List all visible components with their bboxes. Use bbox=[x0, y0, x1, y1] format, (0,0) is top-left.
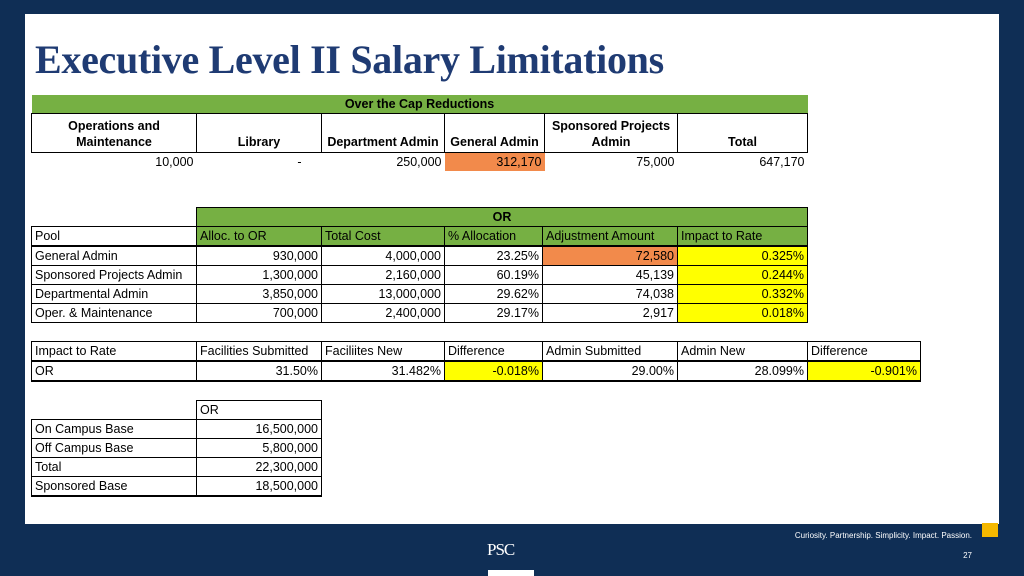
table-cell: General Admin bbox=[32, 246, 197, 266]
table-cell: 74,038 bbox=[543, 285, 678, 304]
group-header: OR bbox=[197, 208, 808, 227]
column-header: Library bbox=[197, 114, 322, 153]
table-cell: Departmental Admin bbox=[32, 285, 197, 304]
table-row bbox=[32, 361, 921, 381]
table-row bbox=[32, 304, 808, 323]
table-cell: Sponsored Base bbox=[32, 477, 197, 497]
base-table bbox=[31, 400, 322, 497]
accent-square bbox=[982, 523, 998, 537]
table-cell: On Campus Base bbox=[32, 420, 197, 439]
impact-table bbox=[31, 341, 921, 382]
table-cell: 0.325% bbox=[678, 246, 808, 266]
table-cell: 2,917 bbox=[543, 304, 678, 323]
table-cell: 312,170 bbox=[445, 153, 545, 172]
table-cell: 4,000,000 bbox=[322, 246, 445, 266]
table-row bbox=[32, 439, 322, 458]
allocation-table bbox=[31, 207, 808, 323]
column-header: Adjustment Amount bbox=[543, 227, 678, 247]
table-cell: 28.099% bbox=[678, 361, 808, 381]
page-title: Executive Level II Salary Limitations bbox=[35, 37, 664, 82]
table-cell: Sponsored Projects Admin bbox=[32, 266, 197, 285]
table-row bbox=[32, 266, 808, 285]
column-header: Difference bbox=[808, 342, 921, 362]
table-cell: 930,000 bbox=[197, 246, 322, 266]
table-cell: 0.244% bbox=[678, 266, 808, 285]
column-header: General Admin bbox=[445, 114, 545, 153]
table-cell: Total bbox=[32, 458, 197, 477]
table-cell: 5,800,000 bbox=[197, 439, 322, 458]
table-cell: -0.018% bbox=[445, 361, 543, 381]
table-cell: 75,000 bbox=[636, 155, 675, 169]
table-caption: Over the Cap Reductions bbox=[32, 95, 808, 114]
table-cell: 10,000 bbox=[155, 155, 194, 169]
page-number: 27 bbox=[963, 551, 972, 560]
table-cell: 60.19% bbox=[445, 266, 543, 285]
table-row bbox=[32, 420, 322, 439]
column-header: Total bbox=[678, 114, 808, 153]
table-row bbox=[32, 458, 322, 477]
table-cell: 22,300,000 bbox=[197, 458, 322, 477]
over-cap-table bbox=[31, 95, 808, 171]
table-cell: OR bbox=[32, 361, 197, 381]
column-header: Difference bbox=[445, 342, 543, 362]
table-cell: 0.018% bbox=[678, 304, 808, 323]
table-cell: 647,170 bbox=[759, 155, 805, 169]
table-cell: 29.62% bbox=[445, 285, 543, 304]
column-header: Pool bbox=[32, 227, 197, 247]
table-cell: -0.901% bbox=[808, 361, 921, 381]
column-header: Department Admin bbox=[322, 114, 445, 153]
table-cell: 29.17% bbox=[445, 304, 543, 323]
column-header: Sponsored Projects Admin bbox=[545, 114, 678, 153]
table-cell: 2,160,000 bbox=[322, 266, 445, 285]
logo-bar bbox=[488, 570, 534, 576]
column-header: Admin New bbox=[678, 342, 808, 362]
table-cell: 0.332% bbox=[678, 285, 808, 304]
table-cell: Oper. & Maintenance bbox=[32, 304, 197, 323]
table-cell: 250,000 bbox=[396, 155, 442, 169]
table-cell: 29.00% bbox=[543, 361, 678, 381]
column-header: Faciliites New bbox=[322, 342, 445, 362]
table-cell: 45,139 bbox=[543, 266, 678, 285]
footer-tagline: Curiosity. Partnership. Simplicity. Impact. Passion. bbox=[794, 531, 972, 540]
column-header: Impact to Rate bbox=[678, 227, 808, 247]
table-row bbox=[32, 477, 322, 497]
table-cell: 700,000 bbox=[197, 304, 322, 323]
table-cell: 2,400,000 bbox=[322, 304, 445, 323]
table-cell: 3,850,000 bbox=[197, 285, 322, 304]
column-header: Facilities Submitted bbox=[197, 342, 322, 362]
table-row bbox=[32, 285, 808, 304]
column-header: Admin Submitted bbox=[543, 342, 678, 362]
psc-logo: PSC bbox=[487, 540, 515, 559]
table-cell: 13,000,000 bbox=[322, 285, 445, 304]
table-cell: 1,300,000 bbox=[197, 266, 322, 285]
table-cell: 31.50% bbox=[197, 361, 322, 381]
table-cell: 16,500,000 bbox=[197, 420, 322, 439]
column-header: Impact to Rate bbox=[32, 342, 197, 362]
table-cell: 18,500,000 bbox=[197, 477, 322, 497]
column-header: % Allocation bbox=[445, 227, 543, 247]
table-cell: 23.25% bbox=[445, 246, 543, 266]
column-header: Alloc. to OR bbox=[197, 227, 322, 247]
table-cell: Off Campus Base bbox=[32, 439, 197, 458]
table-cell: 31.482% bbox=[322, 361, 445, 381]
column-header: Total Cost bbox=[322, 227, 445, 247]
table-cell: 72,580 bbox=[543, 246, 678, 266]
column-header: Operations and Maintenance bbox=[32, 114, 197, 153]
table-row bbox=[32, 246, 808, 266]
table-cell: - bbox=[297, 155, 302, 169]
column-header: OR bbox=[197, 401, 322, 420]
